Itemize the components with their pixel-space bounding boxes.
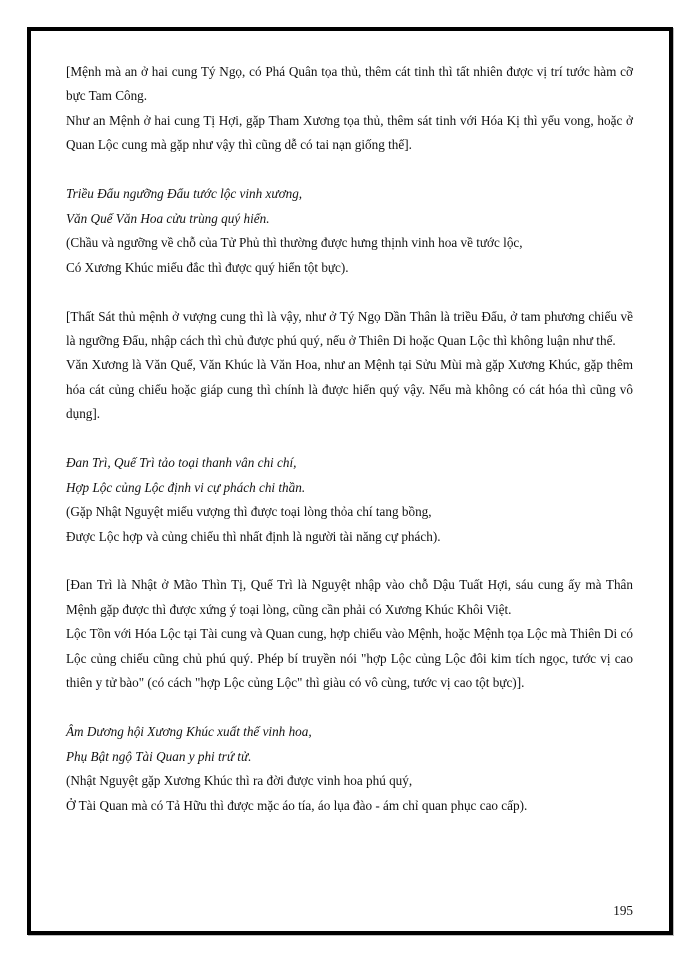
commentary-paragraph: [Thất Sát thủ mệnh ở vượng cung thì là vậy, như ở Tý Ngọ Dần Thân là triều Đẩu, ở tam phương chiếu về là ngưỡng Đẩu, nhập cách thì chủ được phú quý, nếu ở Thiên Di hoặc Quan Lộc thì không luận như thế.	[66, 308, 633, 348]
blank-line	[66, 549, 633, 573]
commentary-paragraph: Như an Mệnh ở hai cung Tị Hợi, gặp Tham Xương tọa thủ, thêm sát tinh với Hóa Kị thì yểu vong, hoặc ở Quan Lộc cung mà gặp như vậy thì cũng dễ có tai nạn giống thế].	[66, 112, 633, 153]
commentary-block	[66, 305, 633, 427]
commentary-block	[66, 60, 633, 158]
page-content	[66, 60, 633, 818]
blank-line	[66, 427, 633, 451]
translation-line: Có Xương Khúc miếu đắc thì được quý hiển tột bực).	[66, 259, 349, 275]
translation-line: (Nhật Nguyệt gặp Xương Khúc thì ra đời được vinh hoa phú quý,	[66, 773, 413, 789]
page-number: 195	[613, 903, 633, 918]
verse-line: Đan Trì, Quế Trì tảo toại thanh vân chi chí,	[66, 455, 297, 471]
translation-line: (Chầu và ngưỡng về chỗ của Tử Phủ thì thường được hưng thịnh vinh hoa về tước lộc,	[66, 235, 523, 251]
commentary-paragraph: [Đan Trì là Nhật ở Mão Thìn Tị, Quế Trì là Nguyệt nhập vào chỗ Dậu Tuất Hợi, sáu cung ấy mà Thân Mệnh gặp được thì được xứng ý toại lòng, cũng cần phải có Xương Khúc Khôi Việt.	[66, 577, 633, 617]
verse-line: Văn Quế Văn Hoa cửu trùng quý hiển.	[66, 210, 270, 226]
translation-line: (Gặp Nhật Nguyệt miếu vượng thì được toại lòng thỏa chí tang bồng,	[66, 504, 432, 520]
verse-block	[66, 720, 633, 818]
verse-block	[66, 451, 633, 549]
blank-line	[66, 696, 633, 720]
verse-line: Phụ Bật ngộ Tài Quan y phi trứ tử.	[66, 748, 252, 764]
verse-line: Hợp Lộc củng Lộc định vi cự phách chi thần.	[66, 479, 306, 495]
commentary-block	[66, 573, 633, 695]
blank-line	[66, 280, 633, 304]
verse-block	[66, 182, 633, 280]
translation-line: Ở Tài Quan mà có Tả Hữu thì được mặc áo tía, áo lụa đào - ám chỉ quan phục cao cấp).	[66, 797, 528, 813]
verse-line: Triều Đẩu ngưỡng Đẩu tước lộc vinh xương,	[66, 186, 303, 202]
blank-line	[66, 158, 633, 182]
commentary-paragraph: Lộc Tồn với Hóa Lộc tại Tài cung và Quan cung, hợp chiếu vào Mệnh, hoặc Mệnh tọa Lộc mà Thiên Di có Lộc củng chiếu cũng chủ phú quý. Phép bí truyền nói "hợp Lộc củng Lộc đôi kim tích ngọc, tước vị cao thiên y tử bào" (có cách "hợp Lộc củng Lộc" thì giàu có vô cùng, tước vị cao tột bực)].	[66, 626, 633, 691]
commentary-paragraph: Văn Xương là Văn Quế, Văn Khúc là Văn Hoa, như an Mệnh tại Sửu Mùi mà gặp Xương Khúc, gặp thêm hóa cát củng chiếu hoặc giáp cung thì chính là được hiển quý vậy. Nếu mà không có cát hóa thì cũng vô dụng].	[66, 357, 633, 422]
verse-line: Âm Dương hội Xương Khúc xuất thế vinh hoa,	[66, 724, 312, 740]
translation-line: Được Lộc hợp và củng chiếu thì nhất định là người tài năng cự phách).	[66, 528, 441, 544]
commentary-paragraph: [Mệnh mà an ở hai cung Tý Ngọ, có Phá Quân tọa thủ, thêm cát tinh thì tất nhiên được vị trí tước hàm cỡ bực Tam Công.	[66, 64, 633, 104]
